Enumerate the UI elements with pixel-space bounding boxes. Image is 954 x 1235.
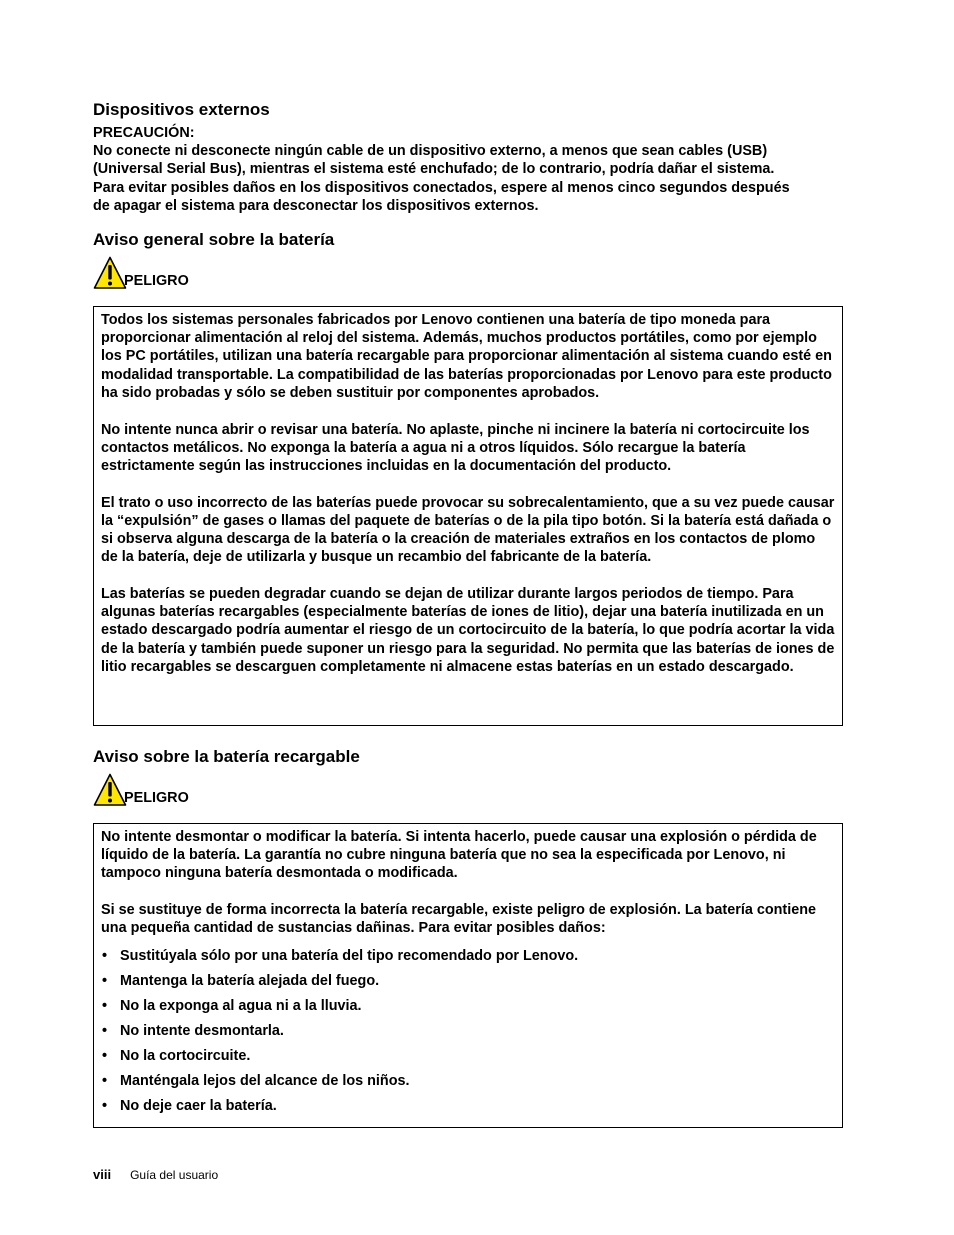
list-item: • No deje caer la batería. bbox=[101, 1097, 835, 1115]
warning-triangle-icon bbox=[93, 256, 127, 290]
danger-label: PELIGRO bbox=[124, 790, 189, 806]
list-item: • No la exponga al agua ni a la lluvia. bbox=[101, 997, 835, 1015]
danger-paragraph: Todos los sistemas personales fabricados por Lenovo contienen una batería de tipo moneda para proporcionar alimentación al reloj del sistema. Además, muchos productos portátiles, como por ejemplo los PC portátiles, utilizan una batería recargable para proporcionar alimentación al sistema cuando esté en modalidad transportable. La compatibilidad de las baterías proporcionadas por Lenovo para este producto ha sido probadas y sólo se deben sustituir por componentes aprobados. bbox=[101, 312, 832, 401]
caution-line: de apagar el sistema para desconectar los dispositivos externos. bbox=[93, 197, 539, 214]
danger-paragraph: El trato o uso incorrecto de las baterías puede provocar su sobrecalentamiento, que a su vez puede causar la “expulsión” de gases o llamas del paquete de baterías o de la pila tipo botón. Si la batería está dañada o si observa alguna descarga de la batería o la creación de materiales extraños en los contactos de plomo de la batería, deje de utilizarla y busque un recambio del fabricante de la batería. bbox=[101, 494, 835, 566]
caution-line: (Universal Serial Bus), mientras el sistema esté enchufado; de lo contrario, podría dañar el sistema. bbox=[93, 161, 775, 178]
danger-paragraph: Si se sustituye de forma incorrecta la batería recargable, existe peligro de explosión. La batería contiene una pequeña cantidad de sustancias dañinas. Para evitar posibles daños: bbox=[101, 902, 816, 937]
heading-aviso-bateria-recargable: Aviso sobre la batería recargable bbox=[93, 747, 360, 766]
caution-line: Para evitar posibles daños en los dispositivos conectados, espere al menos cinco segundos después bbox=[93, 179, 790, 196]
list-item: • No intente desmontarla. bbox=[101, 1022, 835, 1040]
document-title: Guía del usuario bbox=[130, 1168, 219, 1182]
page-footer bbox=[93, 1167, 218, 1182]
page-number: viii bbox=[93, 1167, 112, 1182]
list-item: • No la cortocircuite. bbox=[101, 1047, 835, 1065]
caution-label: PRECAUCIÓN: bbox=[93, 125, 195, 141]
danger-box-rechargeable bbox=[93, 823, 843, 1128]
heading-dispositivos-externos: Dispositivos externos bbox=[93, 100, 270, 119]
caution-block bbox=[93, 124, 845, 215]
danger-box-general bbox=[93, 306, 843, 726]
list-item: • Sustitúyala sólo por una batería del tipo recomendado por Lenovo. bbox=[101, 947, 835, 965]
danger-notice-2 bbox=[93, 773, 189, 807]
caution-line: No conecte ni desconecte ningún cable de un dispositivo externo, a menos que sean cables (USB) bbox=[93, 143, 768, 160]
heading-aviso-general-bateria: Aviso general sobre la batería bbox=[93, 230, 335, 249]
danger-paragraph: No intente nunca abrir o revisar una batería. No aplaste, pinche ni incinere la batería ni cortocircuite los contactos metálicos. No exponga la batería a agua ni a otros líquidos. Sólo recargue la batería estrictamente según las instrucciones incluidas en la documentación del producto. bbox=[101, 421, 810, 474]
danger-label: PELIGRO bbox=[124, 273, 189, 289]
list-item: • Mantenga la batería alejada del fuego. bbox=[101, 972, 835, 990]
precautions-list bbox=[101, 947, 835, 1115]
danger-paragraph: No intente desmontar o modificar la batería. Si intenta hacerlo, puede causar una explosión o pérdida de líquido de la batería. La garantía no cubre ninguna batería que no sea la especificada por Lenovo, ni tampoco ninguna batería desmontada o modificada. bbox=[101, 829, 817, 882]
warning-triangle-icon bbox=[93, 773, 127, 807]
list-item: • Manténgala lejos del alcance de los niños. bbox=[101, 1072, 835, 1090]
danger-notice-1 bbox=[93, 256, 189, 290]
danger-paragraph: Las baterías se pueden degradar cuando se dejan de utilizar durante largos periodos de tiempo. Para algunas baterías recargables (especialmente baterías de iones de litio), dejar una batería inutilizada en un estado descargado podría aumentar el riesgo de un cortocircuito de la batería, lo que podría acortar la vida de la batería y también puede suponer un riesgo para la seguridad. No permita que las baterías de iones de litio recargables se descarguen completamente ni almacene estas baterías en un estado descargado. bbox=[101, 585, 835, 675]
